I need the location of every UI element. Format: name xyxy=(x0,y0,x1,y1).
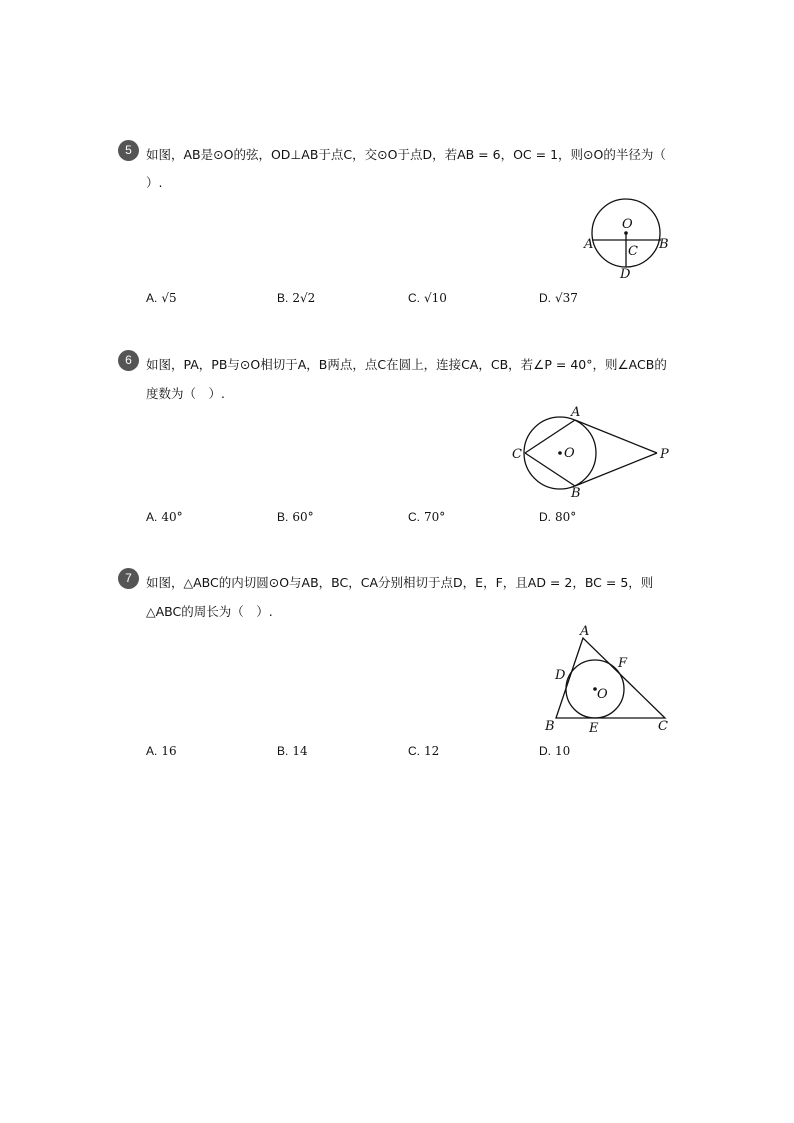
option-a[interactable]: A. 16 xyxy=(146,744,177,758)
question-number-badge: 7 xyxy=(118,568,139,589)
label-O: O xyxy=(622,217,633,232)
option-a[interactable]: A. 40° xyxy=(146,510,183,524)
label-A: A xyxy=(584,237,594,252)
option-c[interactable]: C. √10 xyxy=(408,291,447,305)
label-O: O xyxy=(564,446,575,461)
label-O: O xyxy=(597,687,608,702)
option-d[interactable]: D. 80° xyxy=(539,510,577,524)
label-D: D xyxy=(555,668,566,683)
label-B: B xyxy=(571,486,581,501)
question-number-badge: 5 xyxy=(118,140,139,161)
option-b[interactable]: B. 60° xyxy=(277,510,314,524)
question-stem-line2: 度数为（ ）. xyxy=(146,386,225,401)
question-stem-line1: 如图，AB是⊙O的弦，OD⊥AB于点C，交⊙O于点D，若AB = 6，OC = 1，则⊙O的半径为（ xyxy=(146,147,666,162)
label-C: C xyxy=(512,447,522,462)
option-b[interactable]: B. 2√2 xyxy=(277,291,316,305)
option-c[interactable]: C. 70° xyxy=(408,510,446,524)
label-A: A xyxy=(580,624,590,639)
question-stem-line2: △ABC的周长为（ ）. xyxy=(146,604,273,619)
label-B: B xyxy=(545,719,555,734)
label-E: E xyxy=(589,721,599,736)
label-C: C xyxy=(628,244,638,259)
option-b[interactable]: B. 14 xyxy=(277,744,308,758)
option-d[interactable]: D. 10 xyxy=(539,744,571,758)
option-c[interactable]: C. 12 xyxy=(408,744,440,758)
label-A: A xyxy=(571,405,581,420)
label-D: D xyxy=(620,267,631,282)
option-a[interactable]: A. √5 xyxy=(146,291,177,305)
figure-incircle-triangle xyxy=(540,622,675,737)
question-stem-line2: ）. xyxy=(146,175,163,190)
figure-tangent-lines xyxy=(505,402,675,502)
question-number-badge: 6 xyxy=(118,350,139,371)
option-d[interactable]: D. √37 xyxy=(539,291,578,305)
label-F: F xyxy=(618,656,628,671)
question-stem-line1: 如图，△ABC的内切圆⊙O与AB，BC，CA分别相切于点D，E，F，且AD = 2，BC = 5，则 xyxy=(146,575,654,590)
figure-chord-circle xyxy=(580,195,680,285)
label-P: P xyxy=(660,447,669,462)
label-B: B xyxy=(659,237,669,252)
label-C: C xyxy=(658,719,668,734)
question-stem-line1: 如图，PA，PB与⊙O相切于A，B两点，点C在圆上，连接CA，CB，若∠P = 40°，则∠ACB的 xyxy=(146,357,667,372)
